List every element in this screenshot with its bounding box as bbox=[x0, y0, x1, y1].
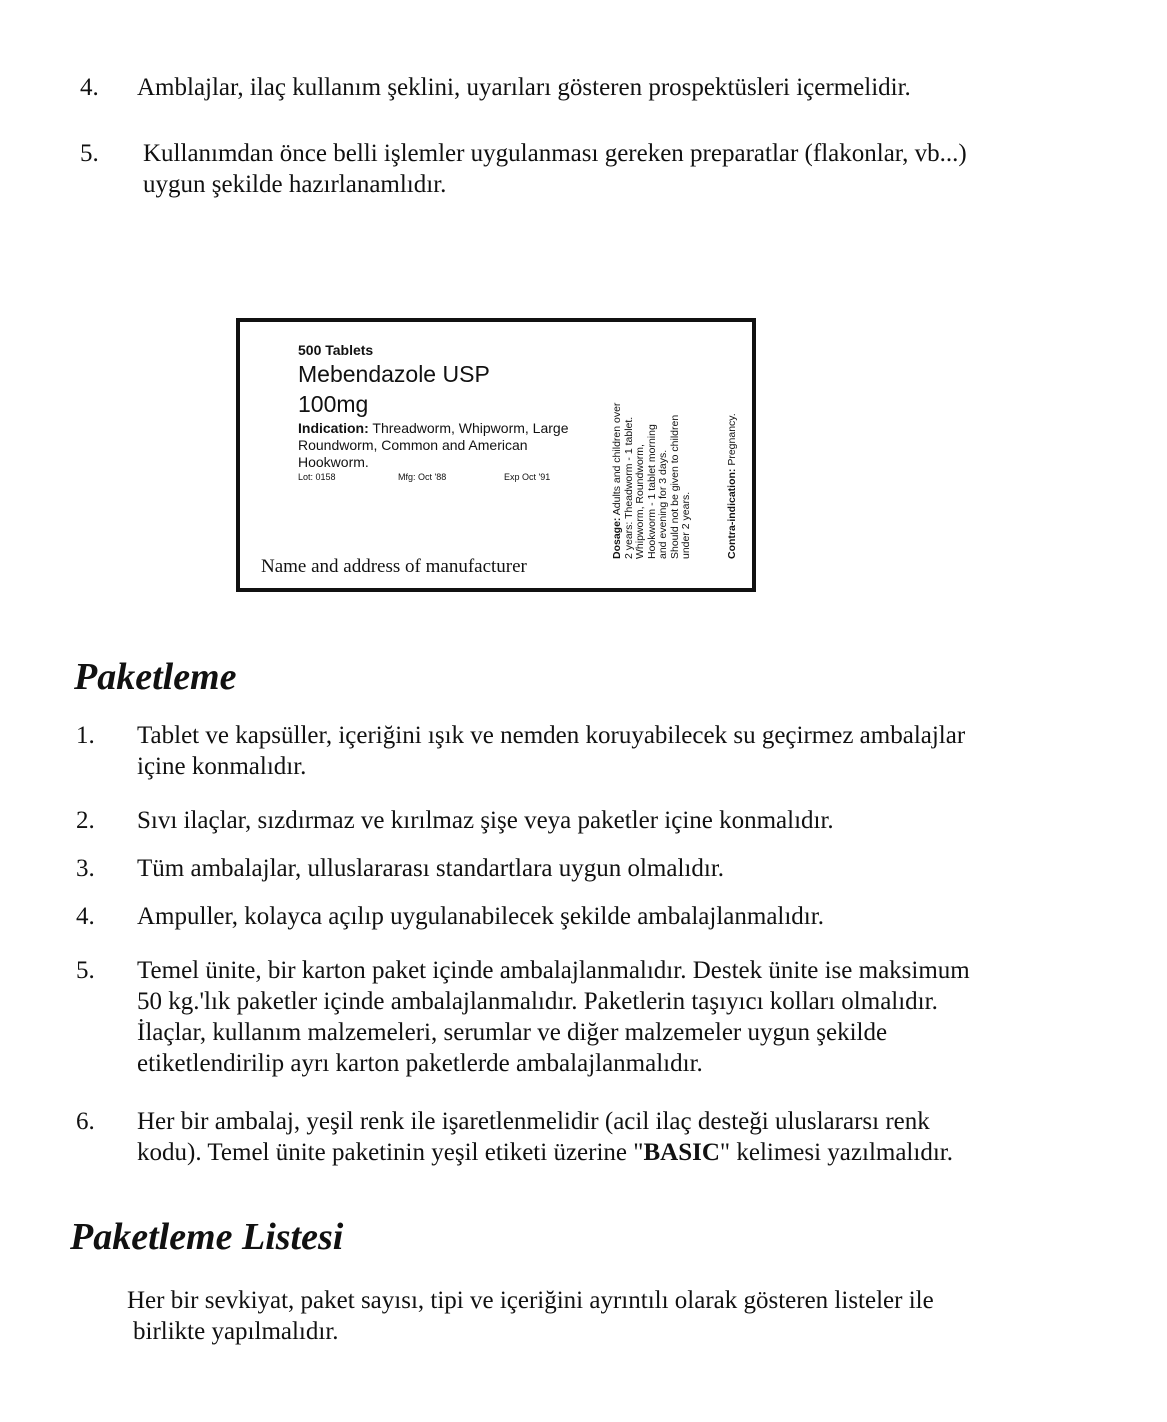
label-dosage-line: Adults and children over bbox=[611, 402, 623, 518]
label-dosage bbox=[612, 403, 693, 559]
label-contra-text: Pregnancy. bbox=[726, 413, 738, 469]
item-text-line: Her bir ambalaj, yeşil renk ile işaretlenmelidir (acil ilaç desteği uluslararsı renk bbox=[137, 1108, 930, 1135]
label-lot: Lot: 0158 bbox=[298, 472, 336, 482]
medicine-label bbox=[236, 318, 756, 592]
item-text-line: Tablet ve kapsüller, içeriğini ışık ve nemden koruyabilecek su geçirmez ambalajlar bbox=[137, 722, 966, 749]
item-number: 4. bbox=[80, 74, 99, 101]
paragraph bbox=[127, 1285, 1137, 1349]
item-text-line: Ampuller, kolayca açılıp uygulanabilecek şekilde ambalajlanmalıdır. bbox=[137, 903, 824, 930]
list-item bbox=[76, 901, 1126, 935]
label-indication-text: Threadworm, Whipworm, Large Roundworm, Common and American Hookworm. bbox=[298, 420, 569, 470]
label-dosage-line: under 2 years. bbox=[680, 491, 692, 559]
list-item bbox=[76, 955, 1136, 1085]
item-number: 1. bbox=[76, 722, 95, 749]
section-heading: Paketleme bbox=[74, 656, 237, 698]
label-indication bbox=[298, 420, 578, 471]
label-dosage-title: Dosage: bbox=[611, 517, 623, 559]
item-text: Amblajlar, ilaç kullanım şeklini, uyarıları gösteren prospektüsleri içermelidir. bbox=[137, 74, 911, 101]
label-exp: Exp Oct '91 bbox=[504, 472, 551, 482]
item-number: 5. bbox=[80, 140, 99, 167]
item-text-fragment: " kelimesi yazılmalıdır. bbox=[719, 1139, 953, 1166]
label-contra-title: Contra-indication: bbox=[726, 468, 738, 559]
item-text-line: etiketlendirilip ayrı karton paketlerde ambalajlanmalıdır. bbox=[137, 1050, 703, 1077]
item-text-line: Sıvı ilaçlar, sızdırmaz ve kırılmaz şişe veya paketler içine konmalıdır. bbox=[137, 807, 834, 834]
label-drug-name: Mebendazole USP bbox=[298, 361, 490, 387]
item-text-line: Tüm ambalajlar, ulluslararası standartlara uygun olmalıdır. bbox=[137, 855, 725, 882]
item-text-fragment: kodu). Temel ünite paketinin yeşil etiketi üzerine " bbox=[137, 1139, 644, 1166]
paragraph-line: Her bir sevkiyat, paket sayısı, tipi ve içeriğini ayrıntılı olarak gösteren listeler ile bbox=[127, 1287, 934, 1314]
label-dosage-line: Whipworm, Roundworm, bbox=[634, 444, 646, 559]
item-text-line: 50 kg.'lık paketler içinde ambalajlanmalıdır. Paketlerin taşıyıcı kolları olmalıdır. bbox=[137, 988, 938, 1015]
list-item bbox=[76, 853, 1126, 887]
item-text-line: içine konmalıdır. bbox=[137, 753, 307, 780]
item-text-line: İlaçlar, kullanım malzemeleri, serumlar ve diğer malzemeler uygun şekilde bbox=[137, 1019, 888, 1046]
list-item bbox=[76, 720, 1126, 784]
paragraph-line: birlikte yapılmalıdır. bbox=[133, 1318, 339, 1345]
label-dosage-line: Hookworm - 1 tablet morning bbox=[645, 424, 658, 559]
item-text-line: Kullanımdan önce belli işlemler uygulanması gereken preparatlar (flakonlar, vb...) bbox=[143, 140, 967, 167]
label-dosage-line: and evening for 3 days. bbox=[657, 449, 669, 559]
basic-keyword: BASIC bbox=[643, 1139, 720, 1166]
list-item bbox=[80, 138, 1120, 202]
item-number: 6. bbox=[76, 1108, 95, 1135]
label-count: 500 Tablets bbox=[298, 342, 374, 358]
label-dosage-line: 2 years: Theadworm - 1 tablet. bbox=[622, 416, 635, 559]
item-number: 2. bbox=[76, 807, 95, 834]
label-indication-title: Indication: bbox=[298, 420, 369, 436]
item-text-line bbox=[137, 1137, 953, 1168]
list-item bbox=[80, 72, 1080, 106]
item-number: 4. bbox=[76, 903, 95, 930]
label-strength: 100mg bbox=[298, 391, 369, 417]
label-dosage-line: Should not be given to children bbox=[668, 414, 681, 559]
item-number: 3. bbox=[76, 855, 95, 882]
section-heading: Paketleme Listesi bbox=[70, 1216, 344, 1258]
list-item bbox=[76, 805, 1126, 839]
item-text-line: uygun şekilde hazırlanamlıdır. bbox=[143, 171, 447, 198]
label-contra-indication bbox=[727, 413, 739, 559]
list-item bbox=[76, 1106, 1136, 1170]
label-manufacturer: Name and address of manufacturer bbox=[261, 556, 527, 577]
label-mfg: Mfg: Oct '88 bbox=[398, 472, 447, 482]
item-text-line: Temel ünite, bir karton paket içinde ambalajlanmalıdır. Destek ünite ise maksimum bbox=[137, 957, 970, 984]
item-number: 5. bbox=[76, 957, 95, 984]
